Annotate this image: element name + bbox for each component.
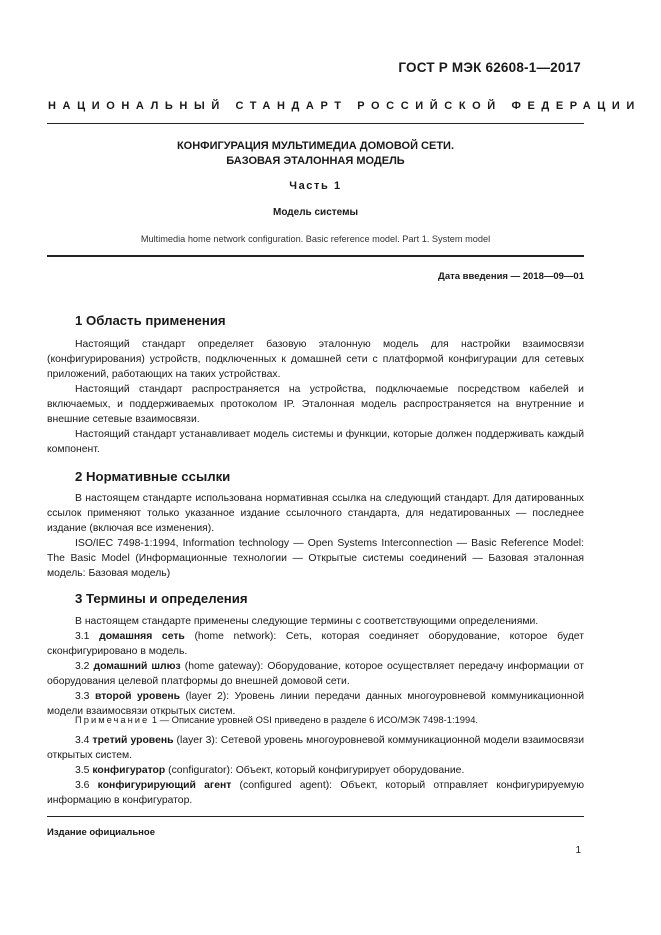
page-number: 1 bbox=[575, 845, 581, 856]
paragraph: ISO/IEC 7498-1:1994, Information technology — Open Systems Interconnection — Basic Reference Model: The Basic Model (Информационные технологии — Открытые системы соединений — Базовая эталонная модель: Базовая модель) bbox=[47, 538, 584, 579]
term-text: (home gateway): Оборудование, которое осуществляет передачу информации от оборудования целевой платформы до внешней домовой сети. bbox=[47, 661, 584, 687]
paragraph: Настоящий стандарт распространяется на устройства, подключаемые посредством кабелей и включаемых, и поддерживаемых протоколом IP. Эталонная модель распространяется на внутренние и внешние сетевые взаимосвязи. bbox=[47, 384, 584, 425]
section-2-heading: 2 Нормативные ссылки bbox=[75, 469, 231, 484]
section-1-heading: 1 Область применения bbox=[75, 313, 226, 328]
term-name: второй уровень bbox=[94, 691, 181, 702]
section-1-body bbox=[47, 337, 584, 457]
standard-number: ГОСТ Р МЭК 62608-1—2017 bbox=[398, 60, 581, 75]
term-text: (layer 3): Сетевой уровень многоуровневой коммуникационной модели взаимосвязи открытых систем. bbox=[47, 735, 585, 761]
term-name: третий уровень bbox=[92, 735, 174, 746]
term-text: (home network): Сеть, которая соединяет оборудование, которое будет сконфигурировано в модель. bbox=[47, 631, 584, 657]
section-2-body bbox=[47, 491, 584, 581]
term-name: домашняя сеть bbox=[99, 631, 185, 642]
term-text: (configured agent): Объект, который отправляет конфигурируемую информацию в конфигуратор. bbox=[47, 780, 584, 806]
term-number: 3.4 bbox=[75, 735, 90, 746]
paragraph: В настоящем стандарте использована нормативная ссылка на следующий стандарт. Для датированных ссылок применяют только указанное издание ссылочного стандарта, для недатированных — последнее издание (включая все изменения). bbox=[47, 493, 584, 534]
part-label: Часть 1 bbox=[289, 180, 342, 192]
term-definition bbox=[47, 763, 584, 778]
top-divider bbox=[47, 123, 584, 124]
term-number: 3.6 bbox=[75, 780, 90, 791]
term-text: (configurator): Объект, который конфигурирует оборудование. bbox=[165, 765, 465, 776]
section-3-body-continued bbox=[47, 733, 584, 808]
term-number: 3.5 bbox=[75, 765, 90, 776]
footer-divider bbox=[47, 816, 584, 817]
note bbox=[75, 713, 585, 727]
english-title: Multimedia home network configuration. Basic reference model. Part 1. System model bbox=[140, 234, 491, 244]
note-text: 1 — Описание уровней OSI приведено в разделе 6 ИСО/МЭК 7498-1:1994. bbox=[149, 714, 479, 725]
national-standard-banner: НАЦИОНАЛЬНЫЙ СТАНДАРТ РОССИЙСКОЙ ФЕДЕРАЦИИ bbox=[48, 100, 641, 112]
term-number: 3.3 bbox=[75, 691, 90, 702]
title-line-1: КОНФИГУРАЦИЯ МУЛЬТИМЕДИА ДОМОВОЙ СЕТИ. bbox=[176, 140, 455, 152]
term-name: конфигуратор bbox=[92, 765, 166, 776]
section-3-body bbox=[47, 614, 584, 719]
introduction-date: Дата введения — 2018—09—01 bbox=[438, 271, 584, 282]
term-number: 3.1 bbox=[75, 631, 90, 642]
term-definition bbox=[47, 629, 584, 659]
term-text: (layer 2): Уровень линии передачи данных многоуровневой коммуникационной модели взаимосвязи открытых систем. bbox=[47, 691, 585, 717]
paragraph: Настоящий стандарт определяет базовую эталонную модель для настройки взаимосвязи (конфигурирования) устройств, подключенных к домашней сети с платформой конфигурации для сетевых приложений, работающих на таких устройствах. bbox=[47, 339, 584, 380]
note-label: Примечание bbox=[75, 714, 150, 725]
term-definition bbox=[47, 659, 584, 689]
paragraph: В настоящем стандарте применены следующие термины с соответствующими определениями. bbox=[75, 616, 539, 627]
edition-label: Издание официальное bbox=[47, 827, 155, 838]
term-definition bbox=[47, 778, 584, 808]
subtitle: Модель системы bbox=[272, 207, 359, 218]
term-name: конфигурирующий агент bbox=[97, 780, 232, 791]
paragraph: Настоящий стандарт устанавливает модель системы и функции, которые должен поддерживать каждый компонент. bbox=[47, 429, 584, 455]
title-line-2: БАЗОВАЯ ЭТАЛОННАЯ МОДЕЛЬ bbox=[226, 155, 405, 167]
term-name: домашний шлюз bbox=[93, 661, 181, 672]
title-divider bbox=[47, 255, 584, 257]
term-definition bbox=[47, 733, 584, 763]
term-number: 3.2 bbox=[75, 661, 90, 672]
section-3-heading: 3 Термины и определения bbox=[75, 591, 248, 606]
